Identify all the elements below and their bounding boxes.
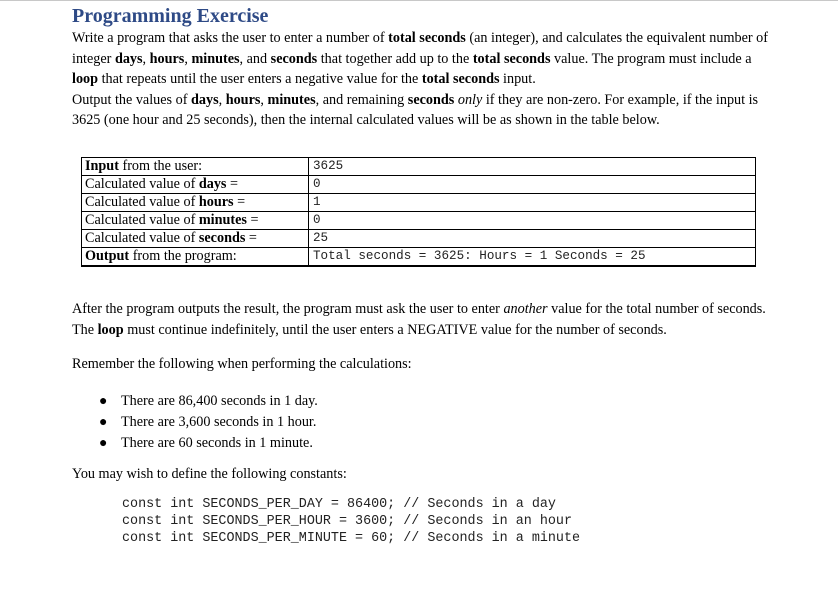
row-label-run: =: [245, 230, 257, 246]
output-paragraph-run: if they are non-zero. For example, if the input is 3625 (one hour and 25 seconds), then the internal calculated values will be as shown in the table below.: [72, 91, 759, 128]
intro-paragraph-run: (an integer), and calculates the equivalent number of integer: [72, 30, 768, 67]
output-paragraph-run: minutes: [267, 91, 316, 108]
row-label-run: hours: [198, 194, 234, 210]
exercise-document: [72, 4, 772, 131]
row-value: 25: [309, 230, 756, 248]
row-label-run: from the user:: [118, 158, 203, 174]
row-label-run: from the program:: [129, 248, 237, 264]
row-label-run: minutes: [198, 212, 247, 228]
row-label-run: Output: [85, 248, 130, 264]
code-line: const int SECONDS_PER_MINUTE = 60; // Seconds in a minute: [122, 531, 581, 546]
row-label: [82, 212, 309, 230]
row-label-run: seconds: [198, 230, 246, 246]
list-item-text: There are 60 seconds in 1 minute.: [121, 434, 313, 451]
output-paragraph-run: only: [457, 91, 483, 108]
bullet-dot-icon: ●: [99, 435, 108, 451]
list-item: [72, 433, 772, 454]
row-label-run: Calculated value of: [85, 176, 199, 192]
output-paragraph: [72, 90, 772, 131]
table-row: [82, 248, 756, 267]
row-value: 3625: [309, 158, 756, 176]
row-label: [82, 248, 309, 267]
row-label-run: =: [246, 212, 259, 228]
row-label-run: Input: [85, 158, 119, 174]
row-label: [82, 176, 309, 194]
output-paragraph-run: ,: [260, 91, 268, 108]
after-paragraph-run: value for the total number of seconds. The: [72, 301, 766, 338]
constants-code-block: [122, 496, 772, 547]
row-value: 0: [309, 176, 756, 194]
intro-paragraph-run: seconds: [270, 50, 318, 67]
row-label: [82, 230, 309, 248]
bullet-dot-icon: ●: [99, 393, 108, 409]
row-label-run: =: [233, 194, 246, 210]
output-paragraph-run: seconds: [407, 91, 455, 108]
list-item-text: There are 86,400 seconds in 1 day.: [121, 392, 318, 409]
intro-paragraph-run: ,: [184, 50, 192, 67]
calculation-table-body: [82, 158, 756, 267]
intro-paragraph-run: Write a program that asks the user to enter a number of: [72, 30, 389, 46]
intro-paragraph-run: that together add up to the: [317, 50, 473, 67]
after-paragraph-run: another: [503, 301, 548, 317]
constants-intro: You may wish to define the following constants:: [72, 465, 347, 482]
page-title: Programming Exercise: [72, 5, 269, 27]
calculation-table: [81, 157, 756, 267]
row-label-run: =: [226, 176, 239, 192]
output-paragraph-run: Output the values of: [72, 91, 191, 108]
row-label: [82, 158, 309, 176]
list-item: [72, 391, 772, 412]
table-row: [82, 230, 756, 248]
after-paragraph-run: After the program outputs the result, the program must ask the user to enter: [72, 301, 504, 317]
list-item: [72, 412, 772, 433]
top-divider: [0, 0, 838, 1]
intro-paragraph-run: that repeats until the user enters a negative value for the: [98, 71, 422, 87]
after-paragraph: [72, 299, 772, 340]
intro-paragraph-run: total seconds: [388, 30, 466, 46]
table-row: [82, 194, 756, 212]
intro-paragraph-run: total seconds: [421, 71, 500, 87]
intro-paragraph: [72, 28, 772, 90]
row-label: [82, 194, 309, 212]
row-label-run: Calculated value of: [85, 212, 199, 228]
intro-paragraph-run: input.: [499, 71, 536, 87]
bullet-dot-icon: ●: [99, 414, 108, 430]
intro-paragraph-run: loop: [72, 71, 99, 87]
remember-paragraph: Remember the following when performing the calculations:: [72, 356, 412, 372]
intro-paragraph-run: , and: [239, 50, 271, 67]
output-paragraph-run: days: [191, 91, 219, 108]
code-line: const int SECONDS_PER_HOUR = 3600; // Seconds in an hour: [122, 514, 572, 529]
after-paragraph-run: loop: [97, 321, 124, 338]
output-paragraph-run: , and remaining: [315, 91, 408, 108]
row-label-run: Calculated value of: [85, 194, 199, 210]
intro-paragraph-run: hours: [149, 50, 185, 67]
output-paragraph-run: ,: [218, 91, 226, 108]
row-value: Total seconds = 3625: Hours = 1 Seconds = 25: [309, 248, 756, 267]
list-item-text: There are 3,600 seconds in 1 hour.: [121, 413, 317, 430]
intro-paragraph-run: minutes: [191, 50, 240, 67]
intro-paragraph-run: total seconds: [472, 50, 551, 67]
row-label-run: Calculated value of: [85, 230, 199, 246]
table-row: [82, 158, 756, 176]
intro-paragraph-run: ,: [142, 50, 150, 67]
row-value: 1: [309, 194, 756, 212]
output-paragraph-run: hours: [225, 91, 261, 108]
reminders-list: [72, 391, 772, 454]
row-value: 0: [309, 212, 756, 230]
table-row: [82, 176, 756, 194]
table-row: [82, 212, 756, 230]
row-label-run: days: [198, 176, 227, 192]
intro-paragraph-run: value. The program must include a: [550, 50, 752, 67]
code-line: const int SECONDS_PER_DAY = 86400; // Seconds in a day: [122, 497, 556, 512]
after-paragraph-run: must continue indefinitely, until the user enters a NEGATIVE value for the number of seconds.: [123, 321, 667, 338]
lower-section: [72, 299, 772, 547]
intro-paragraph-run: days: [114, 50, 143, 67]
